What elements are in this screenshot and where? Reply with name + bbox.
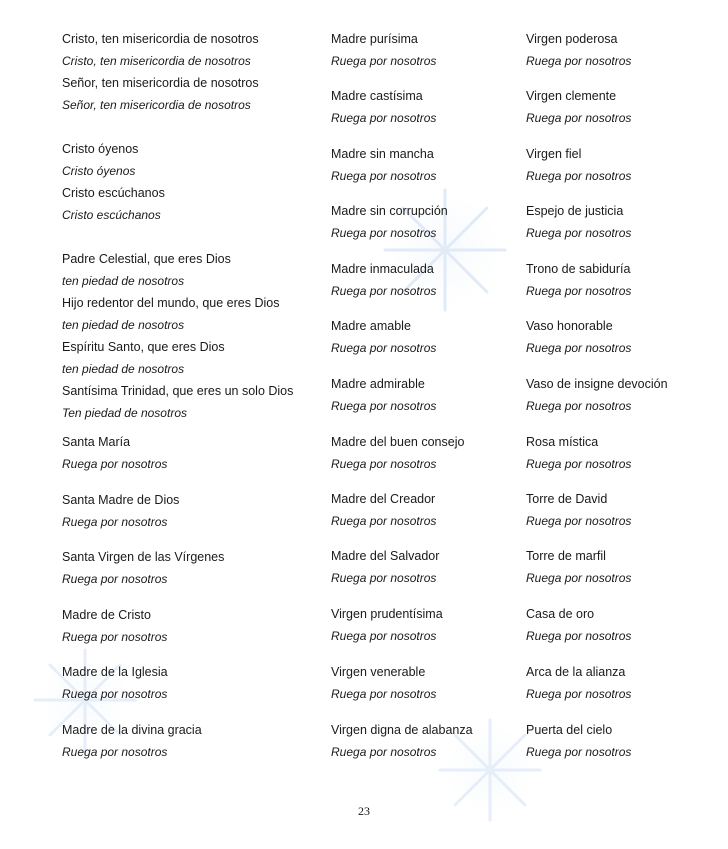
- litany-invocation: Madre sin corrupción: [331, 204, 448, 218]
- litany-response: Ruega por nosotros: [331, 54, 437, 68]
- litany-response: Ruega por nosotros: [62, 687, 168, 701]
- litany-invocation: Torre de marfil: [526, 549, 606, 563]
- litany-response: Señor, ten misericordia de nosotros: [62, 98, 251, 112]
- litany-invocation: Espíritu Santo, que eres Dios: [62, 340, 225, 354]
- litany-response: Ruega por nosotros: [526, 687, 632, 701]
- litany-invocation: Virgen prudentísima: [331, 607, 443, 621]
- litany-response: Ruega por nosotros: [331, 687, 437, 701]
- litany-response: Ruega por nosotros: [526, 284, 632, 298]
- litany-invocation: Madre purísima: [331, 32, 418, 46]
- litany-invocation: Cristo óyenos: [62, 142, 139, 156]
- litany-response: Ten piedad de nosotros: [62, 406, 187, 420]
- litany-invocation: Hijo redentor del mundo, que eres Dios: [62, 296, 280, 310]
- litany-invocation: Santa María: [62, 435, 131, 449]
- litany-invocation: Vaso honorable: [526, 319, 613, 333]
- litany-response: Ruega por nosotros: [62, 572, 168, 586]
- litany-invocation: Trono de sabiduría: [526, 262, 631, 276]
- litany-invocation: Puerta del cielo: [526, 723, 613, 737]
- litany-invocation: Madre amable: [331, 319, 411, 333]
- litany-response: Cristo óyenos: [62, 164, 136, 178]
- litany-invocation: Virgen digna de alabanza: [331, 723, 473, 737]
- litany-invocation: Virgen venerable: [331, 665, 426, 679]
- litany-invocation: Cristo, ten misericordia de nosotros: [62, 32, 259, 46]
- litany-response: Ruega por nosotros: [331, 457, 437, 471]
- litany-response: Ruega por nosotros: [526, 399, 632, 413]
- litany-invocation: Madre de la Iglesia: [62, 665, 168, 679]
- litany-response: Ruega por nosotros: [526, 226, 632, 240]
- page-number: 23: [358, 804, 370, 818]
- litany-invocation: Arca de la alianza: [526, 665, 626, 679]
- litany-response: Ruega por nosotros: [331, 571, 437, 585]
- litany-response: Ruega por nosotros: [331, 169, 437, 183]
- litany-response: Ruega por nosotros: [526, 514, 632, 528]
- litany-response: Ruega por nosotros: [526, 457, 632, 471]
- litany-invocation: Rosa mística: [526, 435, 599, 449]
- litany-invocation: Madre de Cristo: [62, 608, 151, 622]
- litany-invocation: Vaso de insigne devoción: [526, 377, 668, 391]
- litany-invocation: Casa de oro: [526, 607, 595, 621]
- litany-response: Ruega por nosotros: [526, 54, 632, 68]
- litany-invocation: Madre sin mancha: [331, 147, 434, 161]
- litany-invocation: Santa Madre de Dios: [62, 493, 180, 507]
- litany-response: Ruega por nosotros: [526, 629, 632, 643]
- litany-response: Ruega por nosotros: [526, 111, 632, 125]
- litany-response: Ruega por nosotros: [331, 745, 437, 759]
- litany-invocation: Madre del buen consejo: [331, 435, 465, 449]
- litany-response: Ruega por nosotros: [62, 745, 168, 759]
- litany-response: ten piedad de nosotros: [62, 274, 185, 288]
- litany-invocation: Madre castísima: [331, 89, 423, 103]
- litany-response: Ruega por nosotros: [331, 284, 437, 298]
- litany-invocation: Espejo de justicia: [526, 204, 624, 218]
- litany-response: Ruega por nosotros: [331, 111, 437, 125]
- litany-invocation: Madre de la divina gracia: [62, 723, 202, 737]
- litany-invocation: Virgen poderosa: [526, 32, 618, 46]
- litany-invocation: Madre del Creador: [331, 492, 436, 506]
- litany-invocation: Señor, ten misericordia de nosotros: [62, 76, 259, 90]
- litany-invocation: Madre admirable: [331, 377, 425, 391]
- litany-response: Ruega por nosotros: [62, 457, 168, 471]
- litany-response: Ruega por nosotros: [526, 169, 632, 183]
- litany-response: Ruega por nosotros: [331, 514, 437, 528]
- litany-response: Ruega por nosotros: [526, 341, 632, 355]
- litany-response: Ruega por nosotros: [331, 629, 437, 643]
- litany-invocation: Padre Celestial, que eres Dios: [62, 252, 231, 266]
- litany-invocation: Virgen fiel: [526, 147, 582, 161]
- litany-response: Cristo escúchanos: [62, 208, 161, 222]
- litany-response: Cristo, ten misericordia de nosotros: [62, 54, 251, 68]
- litany-response: ten piedad de nosotros: [62, 318, 185, 332]
- litany-invocation: Torre de David: [526, 492, 608, 506]
- litany-response: Ruega por nosotros: [62, 515, 168, 529]
- litany-response: Ruega por nosotros: [62, 630, 168, 644]
- litany-invocation: Santísima Trinidad, que eres un solo Dios: [62, 384, 294, 398]
- litany-invocation: Santa Virgen de las Vírgenes: [62, 550, 225, 564]
- litany-invocation: Madre del Salvador: [331, 549, 440, 563]
- litany-response: Ruega por nosotros: [526, 745, 632, 759]
- litany-invocation: Virgen clemente: [526, 89, 617, 103]
- litany-response: ten piedad de nosotros: [62, 362, 185, 376]
- litany-response: Ruega por nosotros: [331, 399, 437, 413]
- litany-response: Ruega por nosotros: [331, 226, 437, 240]
- litany-invocation: Cristo escúchanos: [62, 186, 165, 200]
- litany-response: Ruega por nosotros: [526, 571, 632, 585]
- litany-response: Ruega por nosotros: [331, 341, 437, 355]
- litany-invocation: Madre inmaculada: [331, 262, 434, 276]
